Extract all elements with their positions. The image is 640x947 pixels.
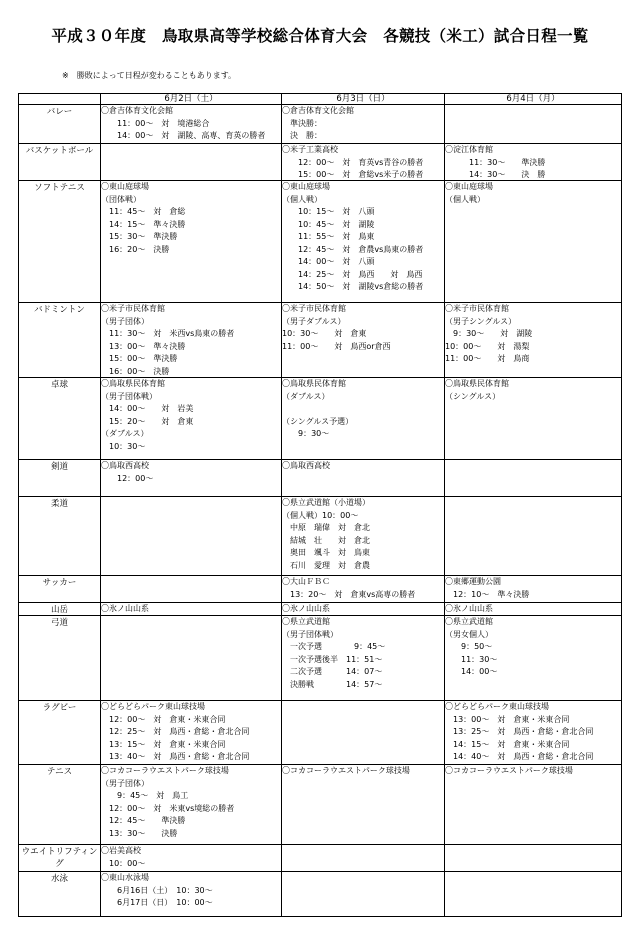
page-title: 平成３０年度 鳥取県高等学校総合体育大会 各競技（米工）試合日程一覧 (51, 27, 589, 45)
schedule-line: 〇氷ノ山山系 (282, 604, 330, 613)
schedule-cell (101, 303, 282, 378)
sport-name: ラグビー (19, 701, 101, 765)
schedule-line: 〇東山庭球場 (445, 182, 493, 191)
schedule-line: 10：15～ 対 八頭 (282, 207, 375, 216)
schedule-line: 〇コカコーラウエストパーク球技場 (445, 766, 573, 775)
day-header: 6月3日（日） (282, 94, 445, 105)
schedule-line: 一次予選後半 11：51～ (282, 654, 383, 664)
schedule-line: 〇コカコーラウエストパーク球技場 (101, 766, 229, 775)
schedule-line: 〇鳥取県民体育館 (101, 379, 165, 388)
schedule-cell (101, 845, 282, 872)
schedule-line: 11：30～ 対 米西vs鳥東の勝者 (101, 329, 235, 338)
sport-name: 卓球 (19, 378, 101, 460)
schedule-line: 〇大山ＦＢＣ (282, 577, 330, 586)
sport-name: 山岳 (19, 603, 101, 616)
schedule-cell (445, 497, 622, 576)
schedule-line: （男子団体戦） (282, 629, 338, 639)
schedule-cell (445, 616, 622, 701)
schedule-line: 15：00～ 対 倉総vs米子の勝者 (282, 170, 424, 179)
schedule-line: （男子団体戦） (101, 391, 157, 401)
schedule-line: 6月17日（日） 10：00～ (101, 898, 213, 907)
schedule-line: （男子シングルス） (445, 316, 517, 326)
table-row (19, 701, 622, 765)
schedule-line: （男子ダブルス） (282, 316, 346, 326)
table-row (19, 497, 622, 576)
schedule-line: （シングルス） (445, 391, 501, 401)
schedule-line: 〇氷ノ山山系 (445, 604, 493, 613)
schedule-line: 11：55～ 対 鳥東 (282, 232, 375, 241)
schedule-line: 二次予選 14：07～ (282, 667, 383, 676)
schedule-cell (445, 303, 622, 378)
schedule-cell (445, 460, 622, 497)
schedule-line: 14：00～ 対 八頭 (282, 257, 375, 266)
schedule-line: 13：20～ 対 倉東vs高専の勝者 (282, 589, 416, 599)
schedule-line: 〇倉吉体育文化会館 (101, 106, 173, 115)
schedule-line: 〇県立武道館 (445, 617, 493, 626)
schedule-line: 11：00～ 対 境港総合 (101, 118, 210, 128)
schedule-line: 〇米子市民体育館 (101, 304, 165, 313)
schedule-line: 15：30～ 準決勝 (101, 232, 178, 241)
schedule-line: 〇鳥取西高校 (282, 461, 330, 470)
schedule-line: 12：25～ 対 鳥西・倉総・倉北合同 (101, 727, 250, 736)
schedule-line: 14：15～ 準々決勝 (101, 219, 186, 229)
table-row (19, 181, 622, 303)
sport-name: バレー (19, 105, 101, 144)
corner-header-cell (19, 94, 101, 105)
schedule-line: 決勝戦 14：57～ (282, 679, 383, 689)
table-row (19, 460, 622, 497)
schedule-line: 〇県立武道館（小道場） (282, 498, 370, 507)
schedule-line: 13：40～ 対 鳥西・倉総・倉北合同 (101, 752, 250, 761)
sport-name: ソフトテニス (19, 181, 101, 303)
schedule-cell (445, 378, 622, 460)
schedule-line: （男子団体） (101, 316, 149, 326)
schedule-cell (282, 616, 445, 701)
schedule-line: （ダブルス） (101, 429, 149, 438)
schedule-line: 〇コカコーラウエストパーク球技場 (282, 766, 410, 775)
schedule-line: 10：30～ (101, 441, 146, 451)
schedule-line: 〇東山庭球場 (101, 182, 149, 191)
table-row (19, 144, 622, 181)
schedule-line: 〇鳥取県民体育館 (282, 379, 346, 388)
schedule-line: 9：50～ (445, 642, 493, 651)
schedule-cell (282, 460, 445, 497)
schedule-line: 〇米子市民体育館 (445, 304, 509, 313)
schedule-line: 12：10～ 準々決勝 (445, 589, 530, 599)
table-row (19, 845, 622, 872)
schedule-line: 9：45～ 対 鳥工 (101, 791, 189, 800)
table-row (19, 603, 622, 616)
day-header: 6月4日（月） (445, 94, 622, 105)
schedule-line: 11：00～ 対 鳥西or倉西 (282, 341, 391, 351)
schedule-line: （男女個人） (445, 629, 493, 639)
schedule-line: 〇どらどらパーク東山球技場 (101, 702, 205, 711)
schedule-line: 10：00～ 対 湯梨 (445, 341, 530, 351)
table-row (19, 303, 622, 378)
schedule-line: （個人戦） (282, 194, 322, 204)
schedule-line: 14：40～ 対 鳥西・倉総・倉北合同 (445, 752, 594, 761)
schedule-cell (101, 144, 282, 181)
schedule-line: 決 勝： (282, 131, 322, 140)
schedule-line: 〇鳥取県民体育館 (445, 379, 509, 388)
schedule-cell (282, 603, 445, 616)
schedule-note: ※ 勝敗によって日程が変わることもあります。 (62, 71, 237, 80)
schedule-line: 14：30～ 決 勝 (445, 170, 546, 179)
table-row (19, 765, 622, 845)
sport-name: 水泳 (19, 872, 101, 917)
schedule-line: 14：00～ (445, 667, 498, 676)
schedule-line: 12：45～ 準決勝 (101, 816, 186, 825)
schedule-cell (445, 765, 622, 845)
schedule-line: 13：00～ 準々決勝 (101, 341, 186, 351)
schedule-line: 〇東郷運動公園 (445, 577, 501, 586)
schedule-line: 12：00～ (101, 473, 154, 483)
table-row (19, 378, 622, 460)
sport-name: バスケットボール (19, 144, 101, 181)
sport-name: バドミントン (19, 303, 101, 378)
sport-name: ウエイトリフティング (19, 845, 101, 872)
table-row (19, 576, 622, 603)
schedule-line: 奥田 颯斗 対 鳥東 (282, 548, 370, 557)
schedule-line: 〇淀江体育館 (445, 145, 493, 154)
day-header: 6月2日（土） (101, 94, 282, 105)
schedule-line: 一次予選 9：45～ (282, 642, 386, 651)
schedule-cell (282, 181, 445, 303)
schedule-line: 12：00～ 対 倉東・米東合同 (101, 714, 226, 724)
schedule-line: 13：15～ 対 倉東・米東合同 (101, 739, 226, 749)
table-row (19, 616, 622, 701)
schedule-line: 15：00～ 準決勝 (101, 354, 178, 363)
schedule-cell (445, 701, 622, 765)
schedule-line: 12：45～ 対 倉農vs鳥東の勝者 (282, 244, 424, 254)
schedule-line: 9：30～ 対 湖陵 (445, 329, 533, 338)
schedule-cell (101, 616, 282, 701)
schedule-line: 15：20～ 対 倉東 (101, 416, 194, 426)
schedule-cell (282, 105, 445, 144)
schedule-line: 11：30～ 準決勝 (445, 157, 546, 167)
schedule-cell (282, 144, 445, 181)
schedule-cell (101, 765, 282, 845)
schedule-line: 結城 壮 対 倉北 (282, 535, 370, 545)
schedule-cell (282, 765, 445, 845)
schedule-line: 12：00～ 対 米東vs境総の勝者 (101, 803, 235, 813)
schedule-cell (101, 460, 282, 497)
schedule-cell (101, 576, 282, 603)
schedule-line: 〇米子工業高校 (282, 145, 338, 154)
schedule-line: 13：25～ 対 鳥西・倉総・倉北合同 (445, 727, 594, 736)
schedule-line: （ダブルス） (282, 391, 330, 401)
schedule-cell (282, 378, 445, 460)
schedule-cell (445, 181, 622, 303)
schedule-cell (445, 845, 622, 872)
schedule-line: 16：20～ 決勝 (101, 244, 170, 254)
schedule-cell (101, 105, 282, 144)
schedule-line: 14：25～ 対 鳥西 対 鳥西 (282, 269, 423, 279)
schedule-cell (445, 144, 622, 181)
schedule-line: 14：15～ 対 倉東・米東合同 (445, 739, 570, 749)
sport-name: テニス (19, 765, 101, 845)
schedule-cell (101, 603, 282, 616)
schedule-line: 10：30～ 対 倉東 (282, 329, 367, 338)
schedule-cell (101, 872, 282, 917)
schedule-line: （シングルス予選） (282, 416, 354, 426)
schedule-line: 〇岩美高校 (101, 846, 141, 855)
schedule-line: 石川 愛理 対 倉農 (282, 560, 370, 570)
sport-name: サッカー (19, 576, 101, 603)
schedule-line: 11：30～ (445, 654, 498, 664)
schedule-cell (282, 701, 445, 765)
schedule-line: 〇東山庭球場 (282, 182, 330, 191)
schedule-line: 〇氷ノ山山系 (101, 604, 149, 613)
schedule-cell (282, 497, 445, 576)
schedule-line (282, 403, 444, 416)
schedule-table (18, 93, 622, 917)
table-row (19, 872, 622, 917)
sport-name: 剣道 (19, 460, 101, 497)
table-row (19, 105, 622, 144)
schedule-cell (282, 845, 445, 872)
schedule-cell (101, 378, 282, 460)
schedule-line: 14：50～ 対 湖陵vs倉総の勝者 (282, 282, 424, 291)
schedule-line: 13：00～ 対 倉東・米東合同 (445, 714, 570, 724)
schedule-line: 〇どらどらパーク東山球技場 (445, 702, 549, 711)
schedule-line: 13：30～ 決勝 (101, 828, 178, 838)
schedule-line: 〇東山水泳場 (101, 873, 149, 882)
sport-name: 弓道 (19, 616, 101, 701)
schedule-line: （個人戦） (445, 194, 485, 204)
schedule-line: （個人戦）10：00～ (282, 510, 359, 520)
schedule-line: 16：00～ 決勝 (101, 366, 170, 376)
schedule-cell (282, 303, 445, 378)
table-header-row (19, 94, 622, 105)
schedule-line: 11：00～ 対 鳥商 (445, 354, 530, 363)
schedule-line: 6月16日（土） 10：30～ (101, 885, 213, 895)
schedule-cell (445, 105, 622, 144)
schedule-line: 中原 瑞偉 対 倉北 (282, 523, 370, 532)
schedule-cell (445, 603, 622, 616)
schedule-cell (101, 701, 282, 765)
schedule-line: 準決勝： (282, 118, 322, 128)
schedule-line: 〇倉吉体育文化会館 (282, 106, 354, 115)
schedule-line: 〇鳥取西高校 (101, 461, 149, 470)
schedule-line: （団体戦） (101, 194, 141, 204)
schedule-line: 10：45～ 対 湖陵 (282, 219, 375, 229)
schedule-cell (101, 181, 282, 303)
schedule-cell (445, 872, 622, 917)
schedule-cell (282, 872, 445, 917)
schedule-cell (282, 576, 445, 603)
schedule-line: 10：00～ (101, 858, 146, 868)
schedule-line: 9：30～ (282, 429, 330, 438)
schedule-line: 11：45～ 対 倉総 (101, 207, 186, 216)
schedule-line: 〇米子市民体育館 (282, 304, 346, 313)
schedule-line: 14：00～ 対 湖陵、高専、育英の勝者 (101, 131, 266, 140)
schedule-cell (101, 497, 282, 576)
schedule-line: 〇県立武道館 (282, 617, 330, 626)
schedule-cell (445, 576, 622, 603)
schedule-line: 14：00～ 対 岩美 (101, 404, 194, 413)
schedule-line: （男子団体） (101, 778, 149, 788)
sport-name: 柔道 (19, 497, 101, 576)
schedule-line: 12：00～ 対 育英vs青谷の勝者 (282, 157, 424, 167)
